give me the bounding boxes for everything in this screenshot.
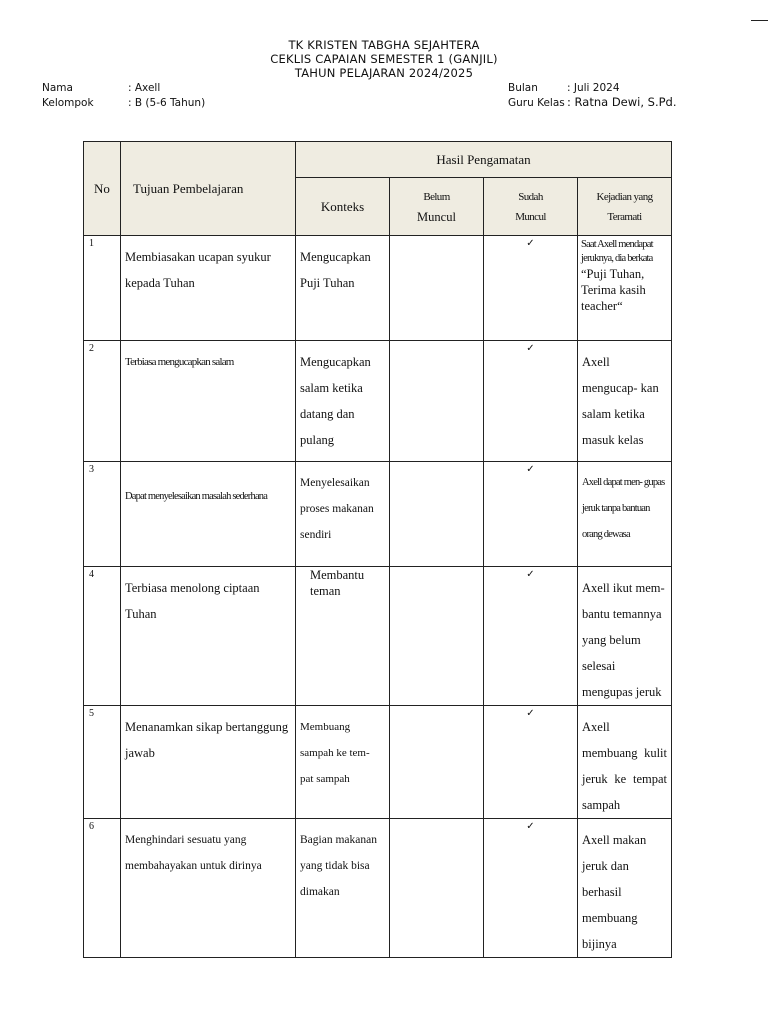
nama-label: Nama bbox=[42, 82, 73, 94]
guru-value: : Ratna Dewi, S.Pd. bbox=[567, 95, 677, 109]
row-konteks: Mengucapkan salam ketika datang dan pulang bbox=[296, 341, 390, 462]
row-sudah-muncul: ✓ bbox=[484, 819, 578, 958]
row-tujuan: Menghindari sesuatu yang membahayakan untuk dirinya bbox=[121, 819, 296, 958]
header-belum-line1: Belum bbox=[423, 190, 450, 203]
row-kejadian: Axell mengucap- kan salam ketika masuk kelas bbox=[578, 341, 672, 462]
row-no: 5 bbox=[84, 706, 121, 819]
row-sudah-muncul: ✓ bbox=[484, 706, 578, 819]
row-no: 2 bbox=[84, 341, 121, 462]
row-tujuan: Membiasakan ucapan syukur kepada Tuhan bbox=[121, 236, 296, 341]
row-sudah-muncul: ✓ bbox=[484, 567, 578, 706]
table-row bbox=[84, 462, 672, 567]
row-sudah-muncul: ✓ bbox=[484, 462, 578, 567]
row-no: 1 bbox=[84, 236, 121, 341]
header-sudah-line2: Muncul bbox=[515, 210, 546, 223]
kelompok-label: Kelompok bbox=[42, 97, 94, 109]
checklist-table bbox=[83, 141, 672, 958]
row-kejadian: Axell ikut mem- bantu temannya yang belum selesai mengupas jeruk bbox=[578, 567, 672, 706]
row-kejadian: Axell dapat men- gupas jeruk tanpa bantuan orang dewasa bbox=[578, 462, 672, 567]
row-belum-muncul bbox=[390, 567, 484, 706]
header-belum-muncul bbox=[390, 178, 484, 236]
row-no: 6 bbox=[84, 819, 121, 958]
row-no: 3 bbox=[84, 462, 121, 567]
header-konteks: Konteks bbox=[296, 178, 390, 236]
row-belum-muncul bbox=[390, 706, 484, 819]
table-row bbox=[84, 341, 672, 462]
header-kejadian-line2: Teramati bbox=[607, 210, 642, 223]
document-header bbox=[0, 38, 768, 80]
header-kejadian-teramati bbox=[578, 178, 672, 236]
row-no: 4 bbox=[84, 567, 121, 706]
nama-value: : Axell bbox=[128, 82, 161, 94]
table-row bbox=[84, 236, 672, 341]
header-hasil-pengamatan: Hasil Pengamatan bbox=[296, 142, 672, 178]
row-konteks: Membuang sampah ke tem- pat sampah bbox=[296, 706, 390, 819]
table-row bbox=[84, 819, 672, 958]
row-kejadian-part1: Saat Axell mendapat jeruknya, dia berkata bbox=[581, 239, 653, 264]
header-no: No bbox=[84, 142, 121, 236]
student-info-left bbox=[42, 81, 342, 111]
row-belum-muncul bbox=[390, 236, 484, 341]
header-sudah-line1: Sudah bbox=[518, 190, 543, 203]
header-kejadian-line1: Kejadian yang bbox=[596, 190, 653, 203]
document-title: CEKLIS CAPAIAN SEMESTER 1 (GANJIL) bbox=[270, 52, 498, 66]
student-info-right bbox=[508, 81, 708, 111]
academic-year: TAHUN PELAJARAN 2024/2025 bbox=[294, 66, 474, 80]
row-konteks: Membantu teman bbox=[296, 567, 390, 706]
row-sudah-muncul: ✓ bbox=[484, 341, 578, 462]
row-konteks: Bagian makanan yang tidak bisa dimakan bbox=[296, 819, 390, 958]
row-sudah-muncul: ✓ bbox=[484, 236, 578, 341]
bulan-value: : Juli 2024 bbox=[567, 82, 620, 94]
header-tujuan: Tujuan Pembelajaran bbox=[121, 142, 296, 236]
school-name: TK KRISTEN TABGHA SEJAHTERA bbox=[288, 38, 480, 52]
header-row-1 bbox=[84, 142, 672, 178]
table-row bbox=[84, 567, 672, 706]
kelompok-value: : B (5-6 Tahun) bbox=[128, 97, 206, 109]
row-belum-muncul bbox=[390, 819, 484, 958]
row-belum-muncul bbox=[390, 462, 484, 567]
corner-line bbox=[751, 20, 768, 21]
row-kejadian-part2: “Puji Tuhan, Terima kasih teacher“ bbox=[581, 267, 646, 313]
row-kejadian: Axell makan jeruk dan berhasil membuang bijinya bbox=[578, 819, 672, 958]
row-kejadian bbox=[578, 236, 672, 341]
guru-label: Guru Kelas bbox=[508, 97, 565, 109]
row-tujuan: Terbiasa mengucapkan salam bbox=[121, 341, 296, 462]
header-belum-line2: Muncul bbox=[417, 209, 456, 224]
row-konteks: Menyelesaikan proses makanan sendiri bbox=[296, 462, 390, 567]
row-kejadian: Axell membuang kulit jeruk ke tempat sampah bbox=[578, 706, 672, 819]
row-tujuan: Menanamkan sikap bertanggung jawab bbox=[121, 706, 296, 819]
table-row bbox=[84, 706, 672, 819]
row-tujuan-text: Dapat menyelesaikan masalah sederhana bbox=[125, 491, 268, 502]
row-tujuan bbox=[121, 462, 296, 567]
bulan-label: Bulan bbox=[508, 82, 538, 94]
header-sudah-muncul bbox=[484, 178, 578, 236]
row-tujuan: Terbiasa menolong ciptaan Tuhan bbox=[121, 567, 296, 706]
row-konteks: Mengucapkan Puji Tuhan bbox=[296, 236, 390, 341]
row-belum-muncul bbox=[390, 341, 484, 462]
